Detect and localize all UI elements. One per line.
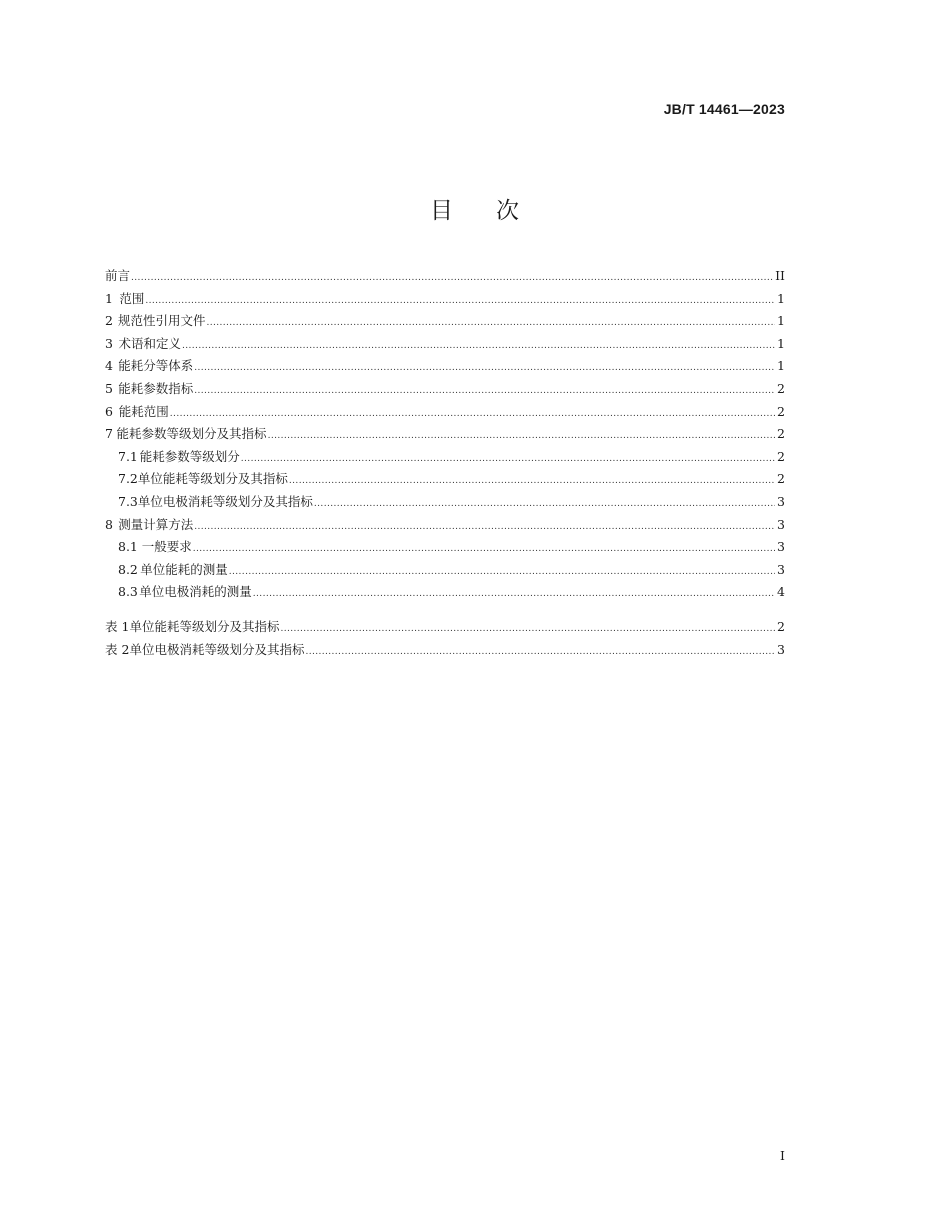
dot-leader [131, 267, 773, 290]
toc-entry-label: 范围 [119, 290, 145, 306]
dot-leader [182, 335, 775, 358]
toc-entry-label: 一般要求 [141, 539, 192, 555]
dot-leader [194, 380, 775, 403]
toc-entry-label: 术语和定义 [118, 335, 182, 351]
toc-entry-number: 8 [105, 516, 113, 532]
toc-table-label: 单位电极消耗等级划分及其指标 [129, 641, 305, 657]
toc-entry-6[interactable] [105, 401, 785, 424]
toc-entry-label: 能耗参数指标 [118, 380, 194, 396]
toc-entry-page: 1 [777, 313, 785, 329]
toc-entry-label: 单位能耗等级划分及其指标 [137, 471, 288, 487]
toc-entry-number: 3 [105, 335, 113, 351]
toc-entry-4[interactable] [105, 355, 785, 378]
toc-entry-label: 单位电极消耗等级划分及其指标 [137, 493, 313, 509]
toc-entry-page: 4 [777, 584, 785, 600]
toc-entry-number: 8.3 [118, 584, 138, 600]
dot-leader [194, 357, 775, 380]
toc-entry-number: 5 [105, 380, 113, 396]
toc-table-number: 表 2 [105, 641, 130, 657]
toc-entry-8-3[interactable] [105, 581, 785, 604]
toc-entry-number: 2 [105, 313, 113, 329]
toc-entry-number: 4 [105, 358, 113, 374]
dot-leader [229, 561, 775, 584]
toc-title-char-1: 目 [430, 198, 454, 224]
toc-entry-3[interactable] [105, 333, 785, 356]
toc-entry-label: 单位电极消耗的测量 [139, 584, 252, 600]
dot-leader [170, 403, 775, 426]
toc-entry-number: 7 [105, 426, 113, 442]
dot-leader [268, 425, 775, 448]
toc-entry-page: 2 [777, 448, 785, 464]
toc-entry-number: 6 [105, 403, 113, 419]
toc-entry-number: 8.1 [118, 539, 138, 555]
toc-entry-label: 能耗参数等级划分 [139, 448, 240, 464]
toc-entry-2[interactable] [105, 310, 785, 333]
dot-leader [193, 538, 775, 561]
table-of-contents [105, 265, 785, 661]
dot-leader [314, 493, 775, 516]
dot-leader [145, 290, 775, 313]
dot-leader [280, 618, 775, 641]
toc-entry-label: 测量计算方法 [118, 516, 194, 532]
dot-leader [253, 583, 775, 606]
toc-entry-page: 2 [777, 426, 785, 442]
toc-table-number: 表 1 [105, 618, 130, 634]
toc-entry-7-2[interactable] [105, 468, 785, 491]
toc-entry-7-3[interactable] [105, 491, 785, 514]
toc-entry-label: 单位能耗的测量 [140, 561, 228, 577]
toc-entry-page: 2 [777, 380, 785, 396]
toc-entry-label: 能耗参数等级划分及其指标 [116, 426, 267, 442]
toc-entry-number: 8.2 [118, 561, 138, 577]
toc-title-char-2: 次 [496, 198, 520, 224]
toc-entry-page: 2 [777, 471, 785, 487]
toc-entry-1[interactable] [105, 288, 785, 311]
toc-entry-page: 3 [777, 539, 785, 555]
toc-table-entry-2[interactable] [105, 639, 785, 662]
toc-entry-number: 7.2 [118, 471, 138, 487]
toc-table-page: 2 [777, 618, 785, 634]
toc-entry-page: 3 [777, 561, 785, 577]
toc-table-label: 单位能耗等级划分及其指标 [129, 618, 280, 634]
page-number: I [780, 1148, 785, 1163]
toc-entry-label: 能耗范围 [118, 403, 169, 419]
toc-entry-page: II [775, 268, 785, 283]
toc-entry-5[interactable] [105, 378, 785, 401]
toc-entry-page: 1 [777, 358, 785, 374]
toc-entry-page: 3 [777, 516, 785, 532]
toc-entry-7-1[interactable] [105, 446, 785, 469]
toc-entry-number: 7.3 [118, 493, 138, 509]
toc-entry-page: 3 [777, 493, 785, 509]
toc-entry-page: 1 [777, 290, 785, 306]
toc-entry-number: 1 [105, 290, 113, 306]
toc-entry-page: 1 [777, 335, 785, 351]
dot-leader [194, 516, 775, 539]
toc-entry-8-2[interactable] [105, 559, 785, 582]
toc-entry-page: 2 [777, 403, 785, 419]
dot-leader [206, 312, 775, 335]
document-code: JB/T 14461—2023 [663, 101, 785, 117]
toc-table-entry-1[interactable] [105, 616, 785, 639]
toc-entry-label: 规范性引用文件 [117, 313, 206, 329]
toc-title [0, 192, 950, 225]
toc-entry-label: 前言 [105, 268, 131, 283]
toc-entry-label: 能耗分等体系 [118, 358, 194, 374]
toc-entry-number: 7.1 [118, 448, 138, 464]
dot-leader [305, 641, 775, 664]
toc-entry-8-1[interactable] [105, 536, 785, 559]
toc-table-page: 3 [777, 641, 785, 657]
dot-leader [241, 448, 775, 471]
dot-leader [289, 470, 775, 493]
toc-entry-8[interactable] [105, 514, 785, 537]
toc-entry-foreword[interactable] [105, 265, 785, 288]
toc-entry-7[interactable] [105, 423, 785, 446]
